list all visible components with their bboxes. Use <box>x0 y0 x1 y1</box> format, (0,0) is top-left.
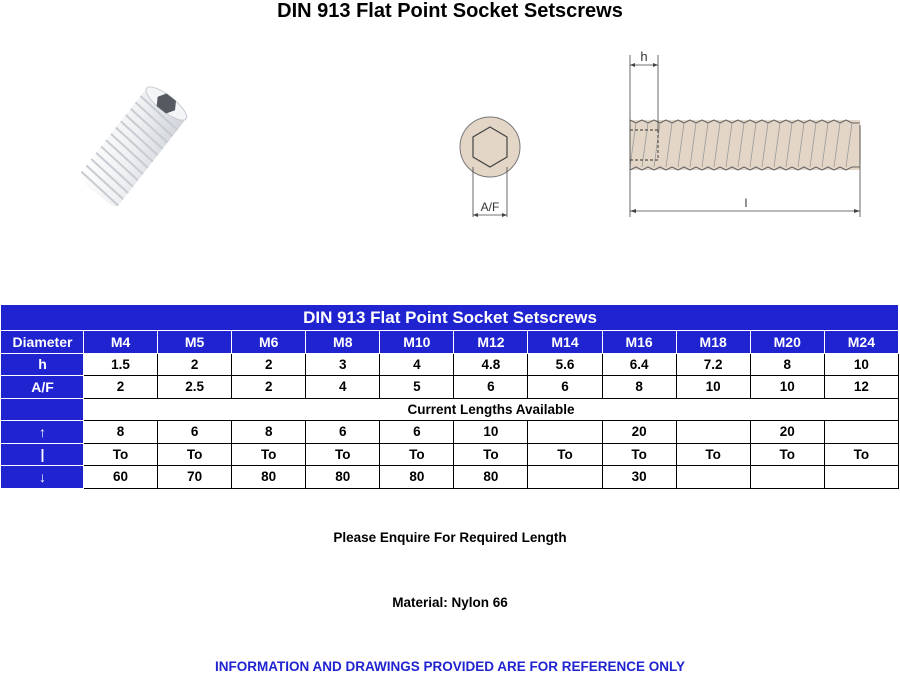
table-cell: 5 <box>380 376 454 399</box>
until-row <box>2 466 899 489</box>
size-header-cell: M16 <box>602 331 676 354</box>
size-header-cell: M24 <box>824 331 898 354</box>
table-cell: 20 <box>602 421 676 444</box>
table-cell <box>528 466 602 489</box>
table-cell: 4.8 <box>454 353 528 376</box>
from-row <box>2 421 899 444</box>
table-cell: 10 <box>676 376 750 399</box>
size-header-cell: M6 <box>232 331 306 354</box>
l-dimension-label: l <box>744 196 748 210</box>
table-cell: 6 <box>528 376 602 399</box>
table-cell: 8 <box>232 421 306 444</box>
table-cell: To <box>380 443 454 466</box>
material-note: Material: Nylon 66 <box>392 595 508 610</box>
table-cell <box>824 421 898 444</box>
diameter-label: Diameter <box>2 331 84 354</box>
setscrew-photo <box>55 75 205 225</box>
table-cell: To <box>676 443 750 466</box>
table-cell: 6 <box>380 421 454 444</box>
table-cell: 6 <box>306 421 380 444</box>
table-cell: 12 <box>824 376 898 399</box>
table-cell: 10 <box>750 376 824 399</box>
h-label: h <box>2 353 84 376</box>
table-cell: 60 <box>84 466 158 489</box>
table-cell: 4 <box>380 353 454 376</box>
size-header-cell: M8 <box>306 331 380 354</box>
table-cell: 8 <box>84 421 158 444</box>
table-cell: To <box>232 443 306 466</box>
table-cell: To <box>158 443 232 466</box>
h-row <box>2 353 899 376</box>
table-cell: 30 <box>602 466 676 489</box>
table-cell: 10 <box>454 421 528 444</box>
table-cell: 2.5 <box>158 376 232 399</box>
table-cell: 70 <box>158 466 232 489</box>
lengths-label: Current Lengths Available <box>84 398 899 421</box>
table-cell: 1.5 <box>84 353 158 376</box>
page-title: DIN 913 Flat Point Socket Setscrews <box>277 0 623 22</box>
size-header-cell: M20 <box>750 331 824 354</box>
table-cell: 10 <box>824 353 898 376</box>
h-dimension-label: h <box>640 49 648 64</box>
caption-row <box>2 305 899 331</box>
table-cell: 80 <box>232 466 306 489</box>
size-header-cell: M12 <box>454 331 528 354</box>
size-header-cell: M5 <box>158 331 232 354</box>
size-header-row <box>2 331 899 354</box>
table-cell: 20 <box>750 421 824 444</box>
table-cell: To <box>602 443 676 466</box>
table-cell <box>528 421 602 444</box>
af-row <box>2 376 899 399</box>
to-bar-icon: | <box>2 443 84 466</box>
until-arrow-icon: ↓ <box>2 466 84 489</box>
disclaimer-note: INFORMATION AND DRAWINGS PROVIDED ARE FOR REFERENCE ONLY <box>214 659 686 674</box>
table-cell: 2 <box>232 353 306 376</box>
table-cell: To <box>824 443 898 466</box>
af-label: A/F <box>2 376 84 399</box>
lengths-label-row <box>2 398 899 421</box>
table-cell <box>676 421 750 444</box>
table-cell: To <box>750 443 824 466</box>
size-header-cell: M14 <box>528 331 602 354</box>
table-cell <box>824 466 898 489</box>
size-header-cell: M4 <box>84 331 158 354</box>
table-cell: To <box>306 443 380 466</box>
table-cell: 80 <box>454 466 528 489</box>
table-cell: 7.2 <box>676 353 750 376</box>
enquire-note: Please Enquire For Required Length <box>333 530 567 545</box>
size-header-cell: M18 <box>676 331 750 354</box>
table-cell: 8 <box>602 376 676 399</box>
table-cell: 2 <box>84 376 158 399</box>
table-cell: 2 <box>158 353 232 376</box>
table-cell: 80 <box>380 466 454 489</box>
table-cell: 6 <box>454 376 528 399</box>
to-row <box>2 443 899 466</box>
af-dimension-label: A/F <box>480 200 500 214</box>
table-cell: 4 <box>306 376 380 399</box>
end-view-drawing <box>450 105 530 220</box>
table-cell: 6 <box>158 421 232 444</box>
lengths-blank-cell <box>2 398 84 421</box>
table-cell: 6.4 <box>602 353 676 376</box>
table-cell <box>750 466 824 489</box>
spec-table <box>1 304 899 489</box>
table-cell: To <box>84 443 158 466</box>
table-cell <box>676 466 750 489</box>
side-view-drawing <box>622 45 872 220</box>
table-cell: 8 <box>750 353 824 376</box>
table-cell: To <box>454 443 528 466</box>
size-header-cell: M10 <box>380 331 454 354</box>
table-cell: To <box>528 443 602 466</box>
table-cell: 2 <box>232 376 306 399</box>
table-caption: DIN 913 Flat Point Socket Setscrews <box>2 305 899 331</box>
from-arrow-icon: ↑ <box>2 421 84 444</box>
table-cell: 3 <box>306 353 380 376</box>
table-cell: 5.6 <box>528 353 602 376</box>
table-cell: 80 <box>306 466 380 489</box>
